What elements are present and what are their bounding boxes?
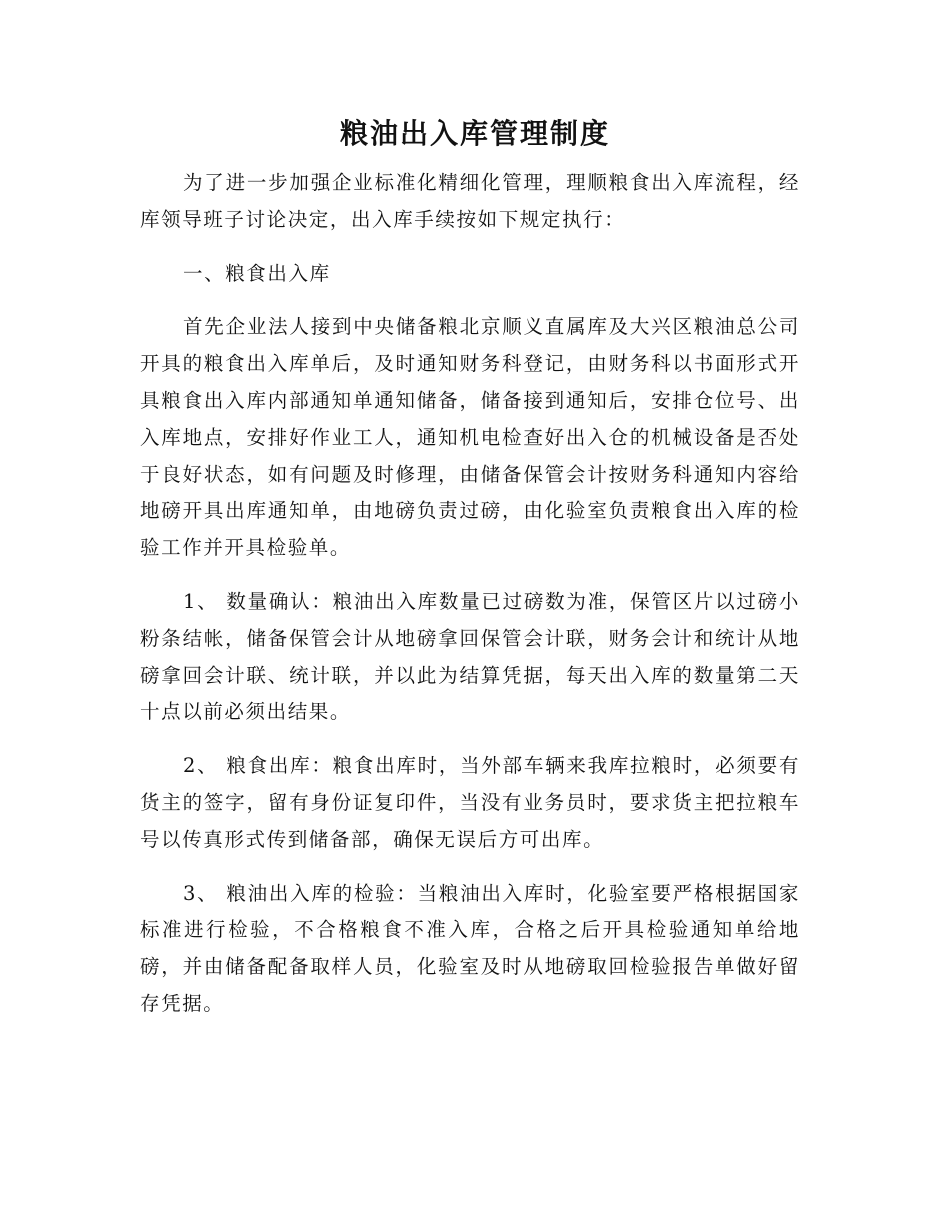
section-heading: 一、粮食出入库 (183, 261, 331, 285)
intro-paragraph: 为了进一步加强企业标准化精细化管理，理顺粮食出入库流程，经库领导班子讨论决定，出入库手续按如下规定执行： (140, 171, 800, 231)
quantity-paragraph: 1、 数量确认：粮油出入库数量已过磅数为准，保管区片以过磅小粉条结帐，储备保管会计从地磅拿回保管会计联，财务会计和统计从地磅拿回会计联、统计联，并以此为结算凭据，每天出入库的数量第二天十点以前必须出结果。 (140, 589, 800, 724)
inspection-paragraph: 3、 粮油出入库的检验：当粮油出入库时，化验室要严格根据国家标准进行检验，不合格粮食不准入库，合格之后开具检验通知单给地磅，并由储备配备取样人员，化验室及时从地磅取回检验报告单做好留存凭据。 (140, 881, 800, 1015)
document-body (140, 165, 800, 1040)
process-paragraph: 首先企业法人接到中央储备粮北京顺义直属库及大兴区粮油总公司开具的粮食出入库单后，及时通知财务科登记，由财务科以书面形式开具粮食出入库内部通知单通知储备，储备接到通知后，安排仓位号、出入库地点，安排好作业工人，通知机电检查好出入仓的机械设备是否处于良好状态，如有问题及时修理，由储备保管会计按财务科通知内容给地磅开具出库通知单，由地磅负责过磅，由化验室负责粮食出入库的检验工作并开具检验单。 (140, 315, 800, 560)
document-title: 粮油出入库管理制度 (339, 117, 610, 150)
outbound-paragraph: 2、 粮食出库：粮食出库时，当外部车辆来我库拉粮时，必须要有货主的签字，留有身份证复印件，当没有业务员时，要求货主把拉粮车号以传真形式传到储备部，确保无误后方可出库。 (140, 754, 800, 851)
